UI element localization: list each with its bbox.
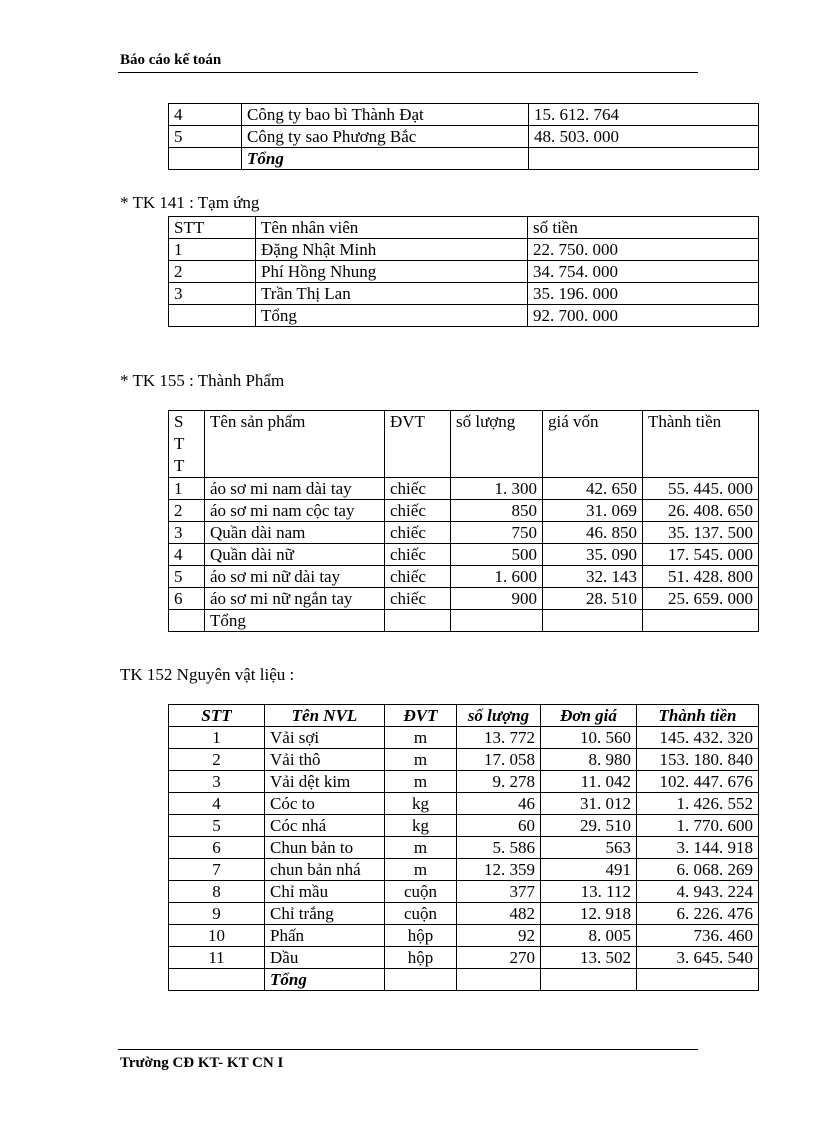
table-row: [169, 947, 759, 969]
name-cell: Vải thô: [265, 749, 385, 771]
unit-cell: m: [385, 771, 457, 793]
price-cell: 8. 980: [541, 749, 637, 771]
table-row: [169, 104, 759, 126]
total-label: Tổng: [256, 305, 528, 327]
table-row: [169, 859, 759, 881]
amount-cell: 15. 612. 764: [529, 104, 759, 126]
total-cell: 736. 460: [637, 925, 759, 947]
amount-cell: 48. 503. 000: [529, 126, 759, 148]
total-cell: 3. 144. 918: [637, 837, 759, 859]
total-cell: 153. 180. 840: [637, 749, 759, 771]
cost-cell: 46. 850: [543, 522, 643, 544]
qty-cell: 850: [451, 500, 543, 522]
table-row: [169, 925, 759, 947]
table-row: [169, 478, 759, 500]
header-total: Thành tiền: [637, 705, 759, 727]
total-cell: 3. 645. 540: [637, 947, 759, 969]
table-row: [169, 749, 759, 771]
unit-cell: kg: [385, 815, 457, 837]
stt-cell: 2: [169, 261, 256, 283]
qty-cell: 5. 586: [457, 837, 541, 859]
header-rule: [118, 72, 698, 73]
stt-cell: 6: [169, 837, 265, 859]
header-cost: giá vốn: [543, 411, 643, 478]
name-cell: Chun bản to: [265, 837, 385, 859]
name-cell: áo sơ mi nữ ngắn tay: [205, 588, 385, 610]
cost-cell: 32. 143: [543, 566, 643, 588]
table-row: [169, 239, 759, 261]
page-header-title: Báo cáo kế toán: [120, 52, 222, 68]
price-cell: 12. 918: [541, 903, 637, 925]
price-cell: 31. 012: [541, 793, 637, 815]
total-cell: 51. 428. 800: [643, 566, 759, 588]
name-cell: chun bản nhá: [265, 859, 385, 881]
unit-cell: chiếc: [385, 566, 451, 588]
empty-cell: [643, 610, 759, 632]
stt-cell: 4: [169, 793, 265, 815]
total-amount: 92. 700. 000: [528, 305, 759, 327]
unit-cell: cuộn: [385, 881, 457, 903]
name-cell: Vải sợi: [265, 727, 385, 749]
table-row: [169, 837, 759, 859]
tk155-table: [168, 410, 759, 632]
name-cell: Quần dài nam: [205, 522, 385, 544]
empty-cell: [541, 969, 637, 991]
qty-cell: 1. 300: [451, 478, 543, 500]
header-stt: STT: [169, 705, 265, 727]
stt-cell: [169, 610, 205, 632]
header-total: Thành tiền: [643, 411, 759, 478]
amount-cell: 35. 196. 000: [528, 283, 759, 305]
qty-cell: 46: [457, 793, 541, 815]
empty-cell: [385, 969, 457, 991]
total-label: Tổng: [242, 148, 529, 170]
qty-cell: 377: [457, 881, 541, 903]
header-row: [169, 217, 759, 239]
price-cell: 13. 502: [541, 947, 637, 969]
header-unit: ĐVT: [385, 705, 457, 727]
unit-cell: chiếc: [385, 588, 451, 610]
supplier-table: [168, 103, 759, 170]
stt-cell: 4: [169, 544, 205, 566]
unit-cell: chiếc: [385, 478, 451, 500]
section-title-tk155: * TK 155 : Thành Phẩm: [120, 371, 285, 390]
unit-cell: m: [385, 837, 457, 859]
unit-cell: kg: [385, 793, 457, 815]
header-name: Tên nhân viên: [256, 217, 528, 239]
header-unit: ĐVT: [385, 411, 451, 478]
name-cell: Dầu: [265, 947, 385, 969]
empty-cell: [637, 969, 759, 991]
stt-cell: 1: [169, 478, 205, 500]
table-row: [169, 727, 759, 749]
stt-cell: 10: [169, 925, 265, 947]
price-cell: 29. 510: [541, 815, 637, 837]
table-row: [169, 500, 759, 522]
total-cell: 102. 447. 676: [637, 771, 759, 793]
qty-cell: 500: [451, 544, 543, 566]
table-row: [169, 903, 759, 925]
name-cell: Vải dệt kim: [265, 771, 385, 793]
unit-cell: m: [385, 859, 457, 881]
qty-cell: 270: [457, 947, 541, 969]
name-cell: Công ty bao bì Thành Đạt: [242, 104, 529, 126]
qty-cell: 900: [451, 588, 543, 610]
empty-cell: [451, 610, 543, 632]
name-cell: Đặng Nhật Minh: [256, 239, 528, 261]
table-row: [169, 261, 759, 283]
stt-cell: [169, 305, 256, 327]
total-cell: 55. 445. 000: [643, 478, 759, 500]
stt-cell: [169, 969, 265, 991]
table-row: [169, 588, 759, 610]
price-cell: 10. 560: [541, 727, 637, 749]
stt-cell: [169, 148, 242, 170]
stt-cell: 11: [169, 947, 265, 969]
section-title-tk152: TK 152 Nguyên vật liệu :: [120, 665, 295, 684]
qty-cell: 13. 772: [457, 727, 541, 749]
table-row: [169, 522, 759, 544]
empty-cell: [457, 969, 541, 991]
name-cell: áo sơ mi nam dài tay: [205, 478, 385, 500]
stt-cell: 3: [169, 283, 256, 305]
total-cell: 6. 226. 476: [637, 903, 759, 925]
empty-cell: [543, 610, 643, 632]
unit-cell: chiếc: [385, 544, 451, 566]
name-cell: Quần dài nữ: [205, 544, 385, 566]
name-cell: Chỉ trắng: [265, 903, 385, 925]
name-cell: áo sơ mi nữ dài tay: [205, 566, 385, 588]
qty-cell: 1. 600: [451, 566, 543, 588]
name-cell: Công ty sao Phương Bắc: [242, 126, 529, 148]
stt-cell: 5: [169, 815, 265, 837]
stt-cell: 1: [169, 727, 265, 749]
header-name: Tên sản phẩm: [205, 411, 385, 478]
qty-cell: 12. 359: [457, 859, 541, 881]
footer-rule: [118, 1049, 698, 1050]
empty-cell: [385, 610, 451, 632]
table-row: [169, 283, 759, 305]
stt-cell: 2: [169, 500, 205, 522]
header-stt: S T T: [169, 411, 205, 478]
name-cell: Cóc to: [265, 793, 385, 815]
price-cell: 13. 112: [541, 881, 637, 903]
table-row: [169, 793, 759, 815]
total-row: [169, 305, 759, 327]
total-row: [169, 969, 759, 991]
table-row: [169, 544, 759, 566]
unit-cell: chiếc: [385, 500, 451, 522]
stt-cell: 9: [169, 903, 265, 925]
table-row: [169, 771, 759, 793]
stt-cell: 3: [169, 771, 265, 793]
tk141-table: [168, 216, 759, 327]
total-label: Tổng: [265, 969, 385, 991]
total-row: [169, 610, 759, 632]
total-cell: 6. 068. 269: [637, 859, 759, 881]
qty-cell: 92: [457, 925, 541, 947]
amount-cell: 22. 750. 000: [528, 239, 759, 261]
tk152-table: [168, 704, 759, 991]
name-cell: áo sơ mi nam cộc tay: [205, 500, 385, 522]
total-cell: 1. 770. 600: [637, 815, 759, 837]
qty-cell: 750: [451, 522, 543, 544]
total-cell: 17. 545. 000: [643, 544, 759, 566]
amount-cell: 34. 754. 000: [528, 261, 759, 283]
cost-cell: 28. 510: [543, 588, 643, 610]
header-amount: số tiền: [528, 217, 759, 239]
total-cell: 35. 137. 500: [643, 522, 759, 544]
stt-cell: 8: [169, 881, 265, 903]
stt-cell: 5: [169, 126, 242, 148]
header-price: Đơn giá: [541, 705, 637, 727]
cost-cell: 31. 069: [543, 500, 643, 522]
total-cell: 4. 943. 224: [637, 881, 759, 903]
qty-cell: 9. 278: [457, 771, 541, 793]
stt-cell: 4: [169, 104, 242, 126]
unit-cell: hộp: [385, 947, 457, 969]
qty-cell: 60: [457, 815, 541, 837]
total-cell: 25. 659. 000: [643, 588, 759, 610]
unit-cell: m: [385, 749, 457, 771]
table-row: [169, 566, 759, 588]
table-row: [169, 881, 759, 903]
unit-cell: m: [385, 727, 457, 749]
page-footer-text: Trường CĐ KT- KT CN I: [120, 1055, 284, 1071]
table-row: [169, 815, 759, 837]
name-cell: Phí Hồng Nhung: [256, 261, 528, 283]
unit-cell: hộp: [385, 925, 457, 947]
stt-cell: 5: [169, 566, 205, 588]
stt-cell: 7: [169, 859, 265, 881]
header-row: [169, 411, 759, 478]
header-row: [169, 705, 759, 727]
price-cell: 491: [541, 859, 637, 881]
header-name: Tên NVL: [265, 705, 385, 727]
stt-cell: 1: [169, 239, 256, 261]
unit-cell: chiếc: [385, 522, 451, 544]
qty-cell: 482: [457, 903, 541, 925]
total-cell: 145. 432. 320: [637, 727, 759, 749]
price-cell: 11. 042: [541, 771, 637, 793]
amount-cell: [529, 148, 759, 170]
name-cell: Chỉ mầu: [265, 881, 385, 903]
cost-cell: 42. 650: [543, 478, 643, 500]
table-row: [169, 126, 759, 148]
unit-cell: cuộn: [385, 903, 457, 925]
total-row: [169, 148, 759, 170]
total-cell: 26. 408. 650: [643, 500, 759, 522]
price-cell: 8. 005: [541, 925, 637, 947]
price-cell: 563: [541, 837, 637, 859]
total-label: Tổng: [205, 610, 385, 632]
total-cell: 1. 426. 552: [637, 793, 759, 815]
header-qty: số lượng: [457, 705, 541, 727]
cost-cell: 35. 090: [543, 544, 643, 566]
stt-cell: 3: [169, 522, 205, 544]
qty-cell: 17. 058: [457, 749, 541, 771]
stt-cell: 6: [169, 588, 205, 610]
header-qty: số lượng: [451, 411, 543, 478]
section-title-tk141: * TK 141 : Tạm ứng: [120, 193, 260, 212]
name-cell: Phấn: [265, 925, 385, 947]
stt-cell: 2: [169, 749, 265, 771]
name-cell: Cóc nhá: [265, 815, 385, 837]
header-stt: STT: [169, 217, 256, 239]
name-cell: Trần Thị Lan: [256, 283, 528, 305]
